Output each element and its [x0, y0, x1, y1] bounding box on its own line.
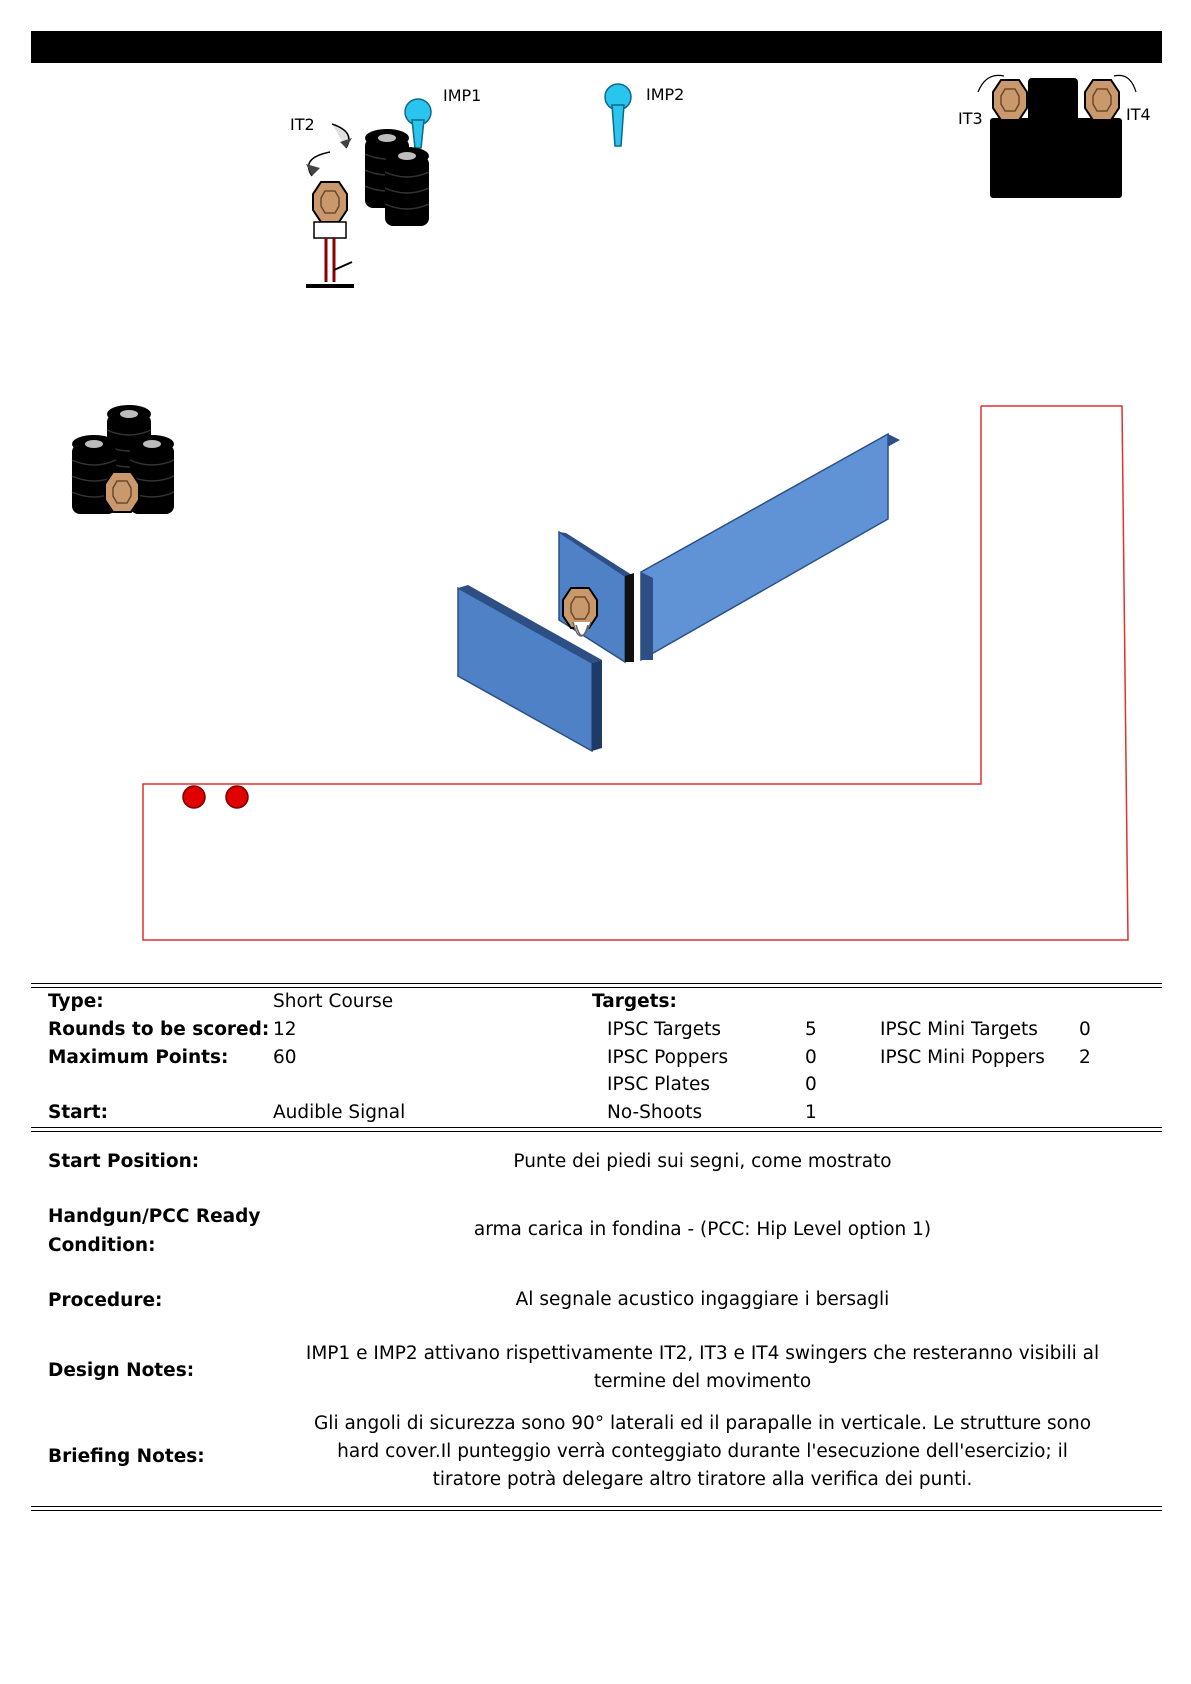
- it3-label: IT3: [958, 109, 983, 128]
- mini-poppers-value: 2: [1079, 1047, 1091, 1068]
- ready-condition-value: arma carica in fondina - (PCC: Hip Level option 1): [473, 1219, 932, 1240]
- ready-condition-label-2: Condition:: [48, 1235, 156, 1256]
- ipsc-targets-label: IPSC Targets: [607, 1019, 722, 1040]
- ipsc-targets-value: 5: [805, 1019, 817, 1040]
- popper-imp2-icon: [605, 84, 631, 146]
- ipsc-plates-value: 0: [805, 1074, 817, 1095]
- mini-targets-label: IPSC Mini Targets: [880, 1019, 1038, 1040]
- type-label: Type:: [48, 991, 104, 1012]
- start-label: Start:: [48, 1102, 109, 1123]
- design-notes-label: Design Notes:: [48, 1360, 195, 1381]
- briefing-notes-value: Gli angoli di sicurezza sono 90° laterali ed il parapalle in verticale. Le strutture sono hard cover.Il punteggio verrà conteggiato durante l'esecuzione dell'esercizio; il tiratore potrà delegare altro tiratore alla verifica dei punti.: [313, 1413, 1092, 1490]
- summary-bottom-rule: [31, 1127, 1162, 1128]
- start-position-label: Start Position:: [48, 1151, 200, 1172]
- mini-poppers-label: IPSC Mini Poppers: [880, 1047, 1045, 1068]
- it2-label: IT2: [290, 115, 315, 134]
- targets-label: Targets:: [592, 991, 677, 1012]
- briefing-notes-label: Briefing Notes:: [48, 1446, 205, 1467]
- mini-targets-value: 0: [1079, 1019, 1091, 1040]
- details-bottom-rule: [31, 1506, 1162, 1507]
- procedure-value: Al segnale acustico ingaggiare i bersagli: [515, 1289, 890, 1310]
- summary-top-rule-2: [31, 987, 1162, 988]
- details-bottom-rule-2: [31, 1510, 1162, 1511]
- design-notes-value: IMP1 e IMP2 attivano rispettivamente IT2, IT3 e IT4 swingers che resteranno visibili al termine del movimento: [305, 1343, 1100, 1392]
- procedure-label: Procedure:: [48, 1290, 163, 1311]
- popper-imp1-icon: [405, 99, 431, 148]
- barrel-group-target-icon: [72, 405, 174, 514]
- rounds-label: Rounds to be scored:: [48, 1019, 270, 1040]
- fault-line: [143, 406, 1128, 940]
- summary-bottom-rule-2: [31, 1131, 1162, 1132]
- imp2-label: IMP2: [646, 85, 685, 104]
- ipsc-plates-label: IPSC Plates: [607, 1074, 711, 1095]
- wall-long-icon: [641, 434, 900, 660]
- start-position-marks: [183, 786, 248, 808]
- rounds-value: 12: [273, 1019, 297, 1040]
- ready-condition-label-1: Handgun/PCC Ready: [48, 1206, 261, 1227]
- type-value: Short Course: [273, 991, 394, 1012]
- no-shoots-value: 1: [805, 1102, 817, 1123]
- it4-label: IT4: [1126, 105, 1151, 124]
- summary-top-rule: [31, 983, 1162, 984]
- imp1-label: IMP1: [443, 86, 482, 105]
- points-value: 60: [273, 1047, 297, 1068]
- no-shoots-label: No-Shoots: [607, 1102, 703, 1123]
- start-position-value: Punte dei piedi sui segni, come mostrato: [513, 1151, 892, 1172]
- it3-it4-structure-icon: [978, 75, 1136, 198]
- start-value: Audible Signal: [273, 1102, 406, 1123]
- ipsc-poppers-value: 0: [805, 1047, 817, 1068]
- it2-swinger-icon: [306, 124, 354, 286]
- points-label: Maximum Points:: [48, 1047, 229, 1068]
- ipsc-poppers-label: IPSC Poppers: [607, 1047, 729, 1068]
